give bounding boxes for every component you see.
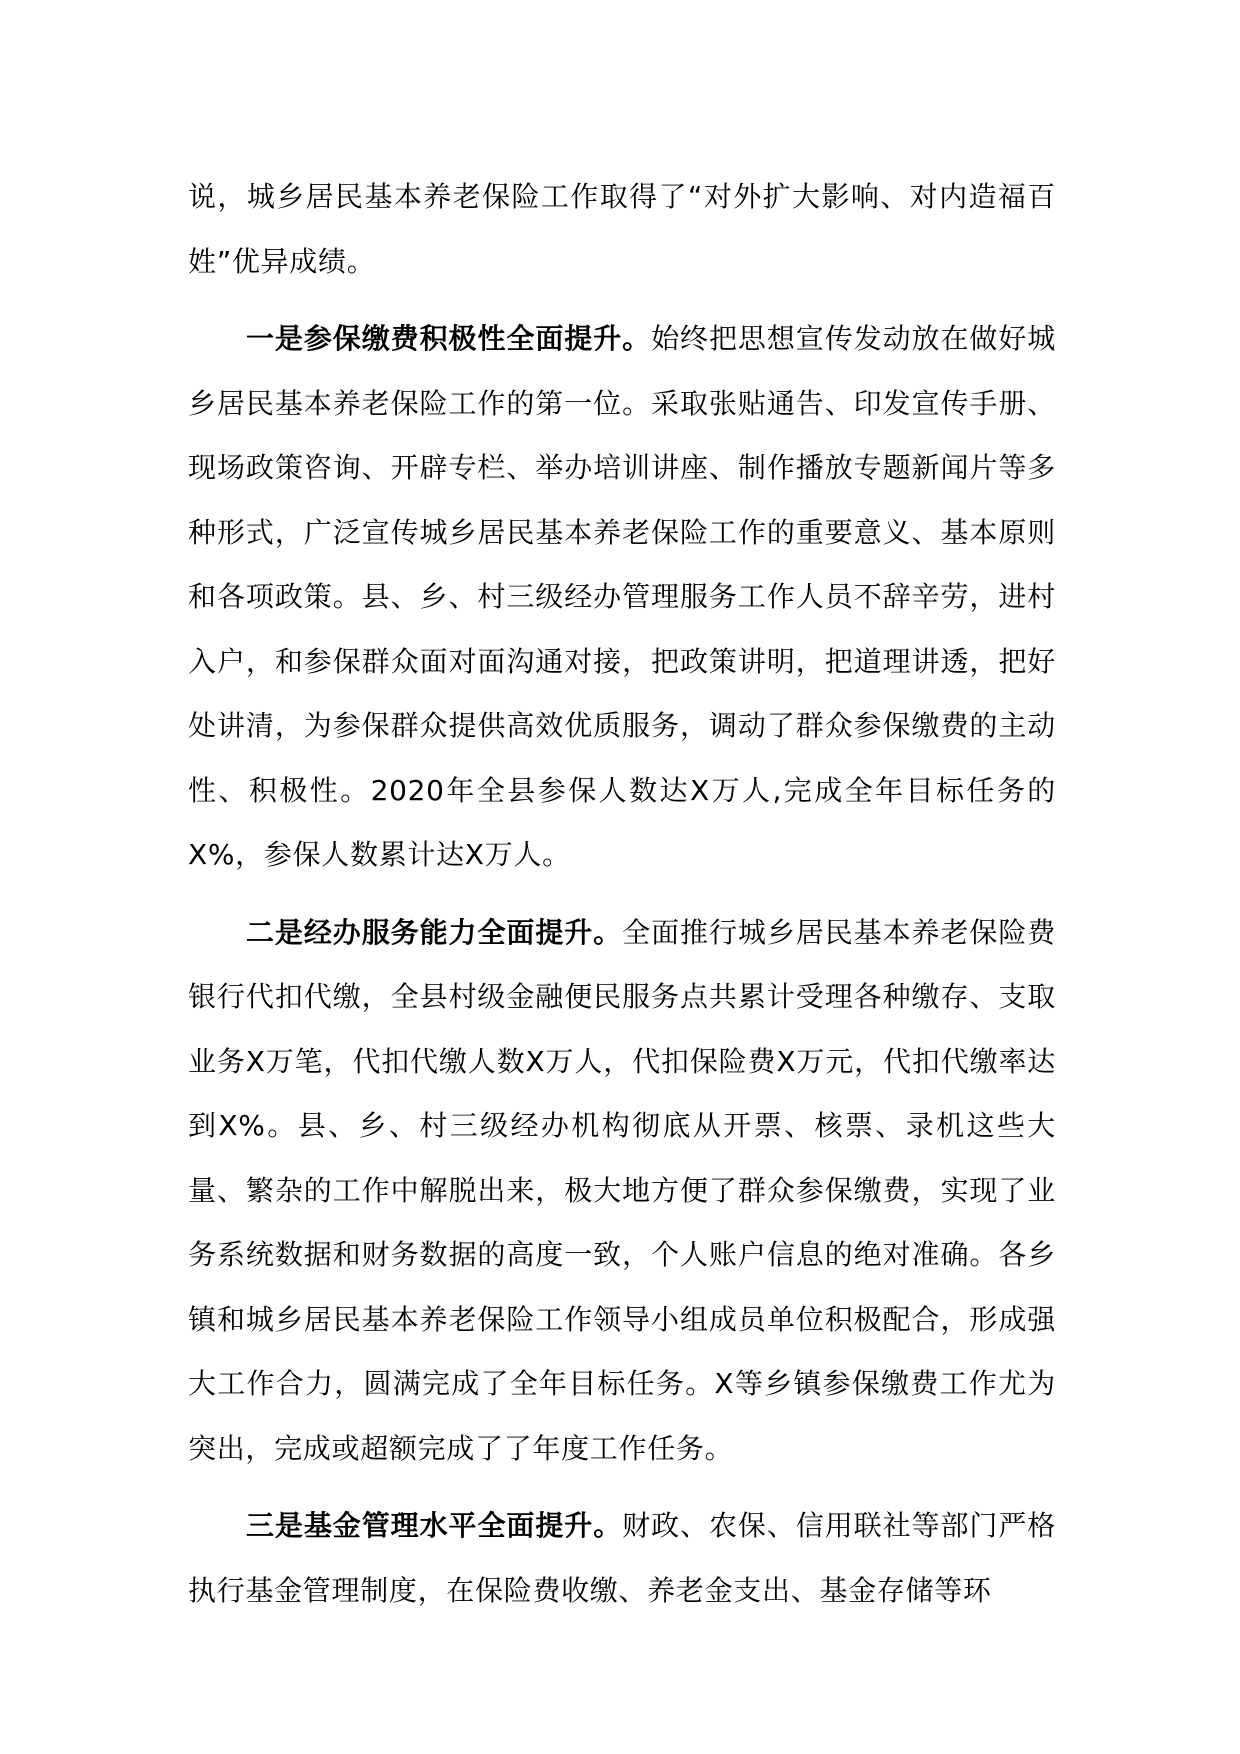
- paragraph-text: 始终把思想宣传发动放在做好城乡居民基本养老保险工作的第一位。采取张贴通告、印发宣传手册、现场政策咨询、开辟专栏、举办培训讲座、制作播放专题新闻片等多种形式，广泛宣传城乡居民基本养老保险工作的重要意义、基本原则和各项政策。县、乡、村三级经办管理服务工作人员不辞辛劳，进村入户，和参保群众面对面沟通对接，把政策讲明，把道理讲透，把好处讲清，为参保群众提供高效优质服务，调动了群众参保缴费的主动性、积极性。2020年全县参保人数达X万人,完成全年目标任务的X%，参保人数累计达X万人。: [188, 322, 1056, 871]
- paragraph-continuation: [188, 165, 1056, 294]
- paragraph-text: 说，城乡居民基本养老保险工作取得了“对外扩大影响、对内造福百姓”优异成绩。: [188, 180, 1056, 278]
- paragraph-heading: 一是参保缴费积极性全面提升。: [246, 322, 652, 355]
- paragraph-fund-management: [188, 1494, 1056, 1623]
- paragraph-text: 全面推行城乡居民基本养老保险费银行代扣代缴，全县村级金融便民服务点共累计受理各种缴存、支取业务X万笔，代扣代缴人数X万人，代扣保险费X万元，代扣代缴率达到X%。县、乡、村三级经办机构彻底从开票、核票、录机这些大量、繁杂的工作中解脱出来，极大地方便了群众参保缴费，实现了业务系统数据和财务数据的高度一致，个人账户信息的绝对准确。各乡镇和城乡居民基本养老保险工作领导小组成员单位积极配合，形成强大工作合力，圆满完成了全年目标任务。X等乡镇参保缴费工作尤为突出，完成或超额完成了了年度工作任务。: [188, 915, 1056, 1465]
- paragraph-heading: 二是经办服务能力全面提升。: [246, 915, 623, 949]
- paragraph-participation: [188, 307, 1056, 888]
- paragraph-text: 财政、农保、信用联社等部门严格执行基金管理制度，在保险费收缴、养老金支出、基金存储等环: [188, 1509, 1056, 1607]
- paragraph-service-capacity: [188, 901, 1056, 1482]
- document-page: [188, 165, 1056, 1636]
- paragraph-heading: 三是基金管理水平全面提升。: [246, 1509, 623, 1542]
